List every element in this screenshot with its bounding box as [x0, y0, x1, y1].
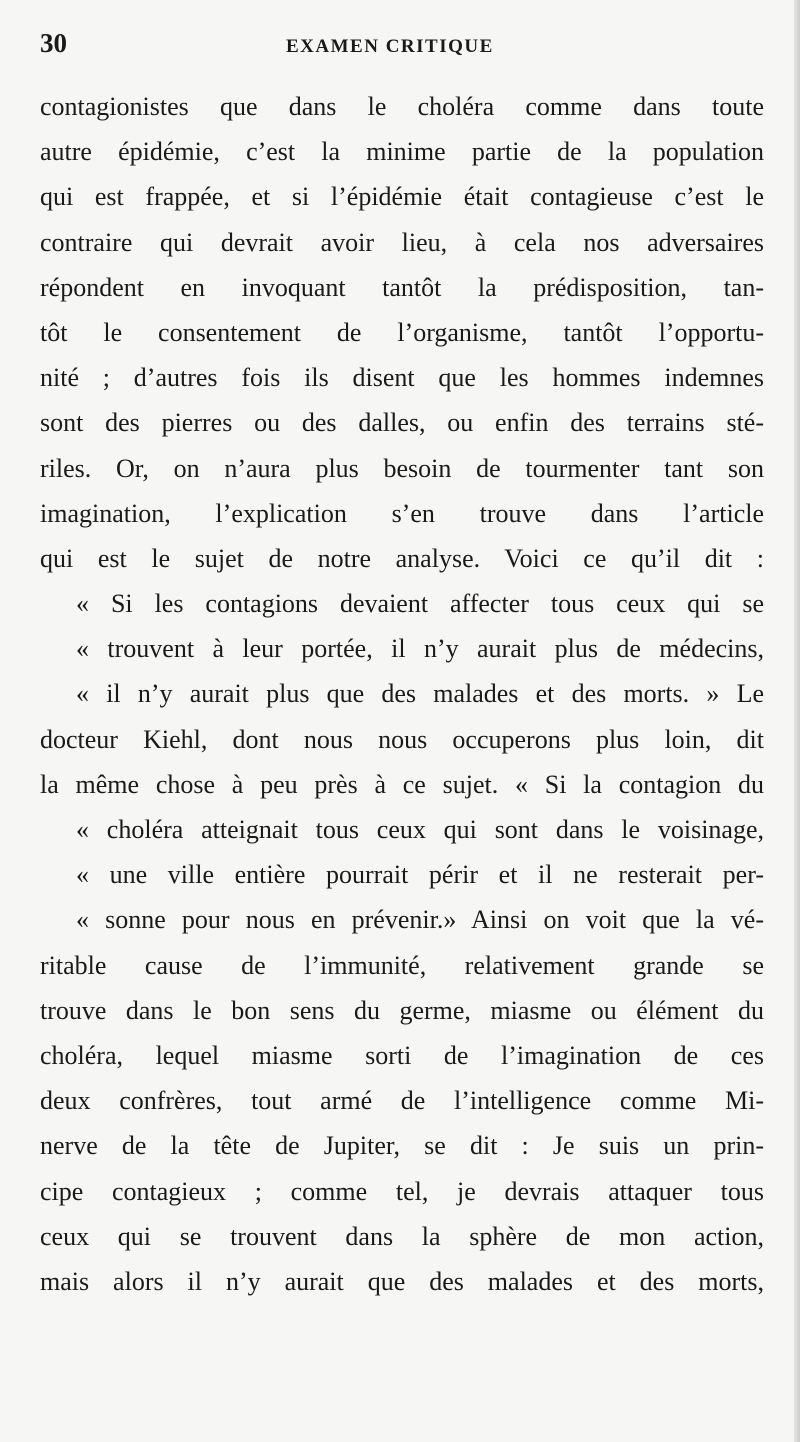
body-text	[40, 84, 764, 1304]
text-line: choléra, lequel miasme sorti de l’imagination de ces	[40, 1040, 764, 1070]
text-line: riles. Or, on n’aura plus besoin de tourmenter tant son	[40, 453, 764, 483]
text-line: ritable cause de l’immunité, relativement grande se	[40, 950, 764, 980]
text-line: ceux qui se trouvent dans la sphère de mon action,	[40, 1221, 764, 1251]
text-line: nité ; d’autres fois ils disent que les hommes indemnes	[40, 363, 764, 393]
page-edge-shadow	[794, 0, 800, 1442]
text-line: trouve dans le bon sens du germe, miasme ou élément du	[40, 995, 764, 1025]
text-line: cipe contagieux ; comme tel, je devrais attaquer tous	[40, 1176, 764, 1206]
text-line: répondent en invoquant tantôt la prédisposition, tan-	[40, 272, 764, 302]
text-line: « sonne pour nous en prévenir.» Ainsi on voit que la vé-	[76, 905, 764, 935]
text-line: la même chose à peu près à ce sujet. « Si la contagion du	[40, 769, 764, 799]
text-line: qui est le sujet de notre analyse. Voici ce qu’il dit :	[40, 543, 764, 573]
text-line: mais alors il n’y aurait que des malades et des morts,	[40, 1266, 764, 1296]
text-line: docteur Kiehl, dont nous nous occuperons plus loin, dit	[40, 724, 764, 754]
text-line: « une ville entière pourrait périr et il ne resterait per-	[76, 860, 764, 890]
text-line: deux confrères, tout armé de l’intelligence comme Mi-	[40, 1086, 764, 1116]
text-line: tôt le consentement de l’organisme, tantôt l’opportu-	[40, 317, 764, 347]
text-line: imagination, l’explication s’en trouve dans l’article	[40, 498, 764, 528]
text-line: autre épidémie, c’est la minime partie de la population	[40, 137, 764, 167]
running-head	[40, 28, 764, 68]
text-line: « Si les contagions devaient affecter tous ceux qui se	[76, 589, 764, 619]
text-line: nerve de la tête de Jupiter, se dit : Je suis un prin-	[40, 1131, 764, 1161]
page-number: 30	[40, 28, 67, 58]
text-line: « choléra atteignait tous ceux qui sont dans le voisinage,	[76, 815, 764, 844]
text-line: « trouvent à leur portée, il n’y aurait plus de médecins,	[76, 634, 764, 664]
text-line: sont des pierres ou des dalles, ou enfin des terrains sté-	[40, 408, 764, 438]
running-title: EXAMEN CRITIQUE	[286, 36, 494, 57]
text-line: qui est frappée, et si l’épidémie était contagieuse c’est le	[40, 182, 764, 212]
text-line: contagionistes que dans le choléra comme dans toute	[40, 92, 764, 121]
text-line: « il n’y aurait plus que des malades et des morts. » Le	[76, 679, 764, 709]
text-line: contraire qui devrait avoir lieu, à cela nos adversaires	[40, 227, 764, 257]
